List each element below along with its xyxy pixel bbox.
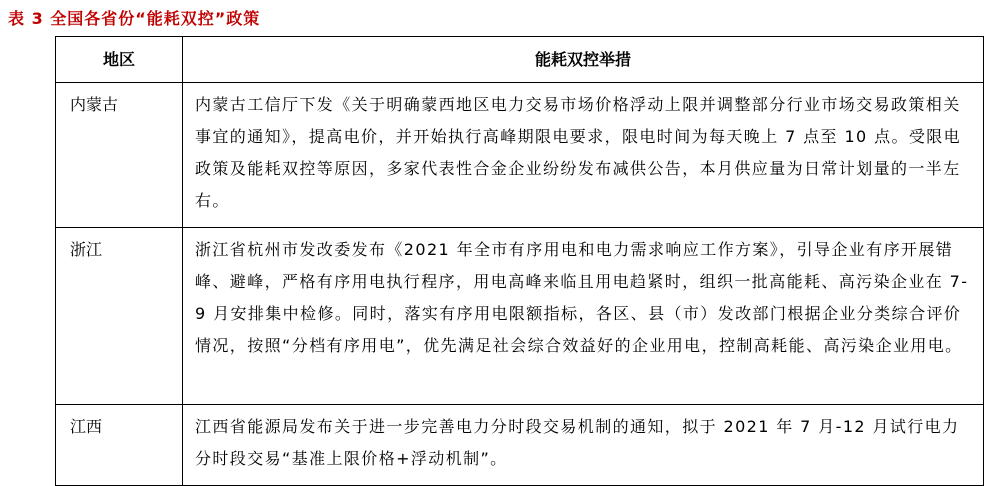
header-region: 地区 [56,37,183,83]
table-header-row [56,37,984,83]
header-measure: 能耗双控举措 [183,37,984,83]
measure-cell: 浙江省杭州市发改委发布《2021 年全市有序用电和电力需求响应工作方案》，引导企业有序开展错峰、避峰，严格有序用电执行程序，用电高峰来临且用电趋紧时，组织一批高能耗、高污染企业在 7-9 月安排集中检修。同时，落实有序用电限额指标，各区、县（市）发改部门根据企业分类综合评价情况，按照“分档有序用电”，优先满足社会综合效益好的企业用电，控制高耗能、高污染企业用电。 [183,228,984,405]
table-caption: 表 3 全国各省份“能耗双控”政策 [8,9,261,28]
policy-table [55,36,984,486]
region-cell: 江西 [56,405,183,486]
measure-cell: 江西省能源局发布关于进一步完善电力分时段交易机制的通知，拟于 2021 年 7 月-12 月试行电力分时段交易“基准上限价格+浮动机制”。 [183,405,984,486]
region-cell: 内蒙古 [56,83,183,228]
table-row [56,83,984,228]
measure-cell: 内蒙古工信厅下发《关于明确蒙西地区电力交易市场价格浮动上限并调整部分行业市场交易政策相关事宜的通知》，提高电价，并开始执行高峰期限电要求，限电时间为每天晚上 7 点至 10 点。受限电政策及能耗双控等原因，多家代表性合金企业纷纷发布减供公告，本月供应量为日常计划量的一半左右。 [183,83,984,228]
region-cell: 浙江 [56,228,183,405]
table-row [56,405,984,486]
table-row [56,228,984,405]
